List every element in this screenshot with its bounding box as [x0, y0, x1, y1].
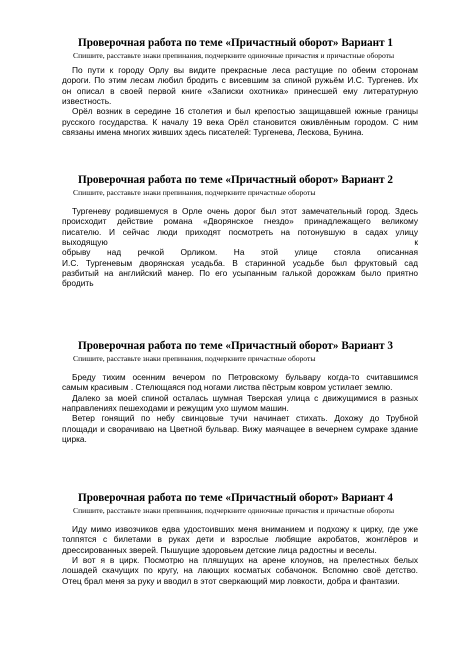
- variant-3-section: [62, 340, 418, 444]
- text-line: толпятся с билетами в руках дети и взрослые любящие акробатов, жонглёров и: [62, 534, 418, 545]
- text-line: Тургеневу родившемуся в Орле очень дорог был этот замечательный город. Здесь: [72, 206, 418, 216]
- variant-1-instructions: Спишите, расставьте знаки препинания, подчеркните одиночные причастия и причастные обороты: [73, 51, 395, 60]
- text-line: лошадей скачущих по кругу, на лающих косматых собачонок. Вспомню своё детство.: [62, 565, 418, 576]
- text-line: И.С. Тургеневым дворянская усадьба. В старинной усадьбе был фруктовый сад: [62, 257, 418, 268]
- variant-3-instructions: Спишите, расставьте знаки препинания, подчеркните причастные обороты: [73, 354, 316, 363]
- text-line: Ветер гонящий по небу свинцовые тучи начинает стихать. Дохожу до Трубной: [72, 413, 418, 424]
- variant-1-title: Проверочная работа по теме «Причастный оборот» Вариант 1: [78, 37, 393, 49]
- text-line: Иду мимо извозчиков едва удостоивших меня вниманием и подхожу к цирку, где уже: [72, 524, 418, 534]
- text-line: известность.: [62, 96, 112, 107]
- variant-3-title: Проверочная работа по теме «Причастный оборот» Вариант 3: [78, 340, 393, 352]
- text-line: писателю. И сейчас люди приходят посмотреть на потонувшую в садах улицу: [62, 226, 418, 237]
- variant-1-section: [62, 37, 418, 137]
- variant-4-instructions: Спишите, расставьте знаки препинания, подчеркните одиночные причастия и причастные обороты: [73, 506, 395, 515]
- text-fragment: к: [414, 237, 418, 248]
- variant-2-text: [62, 206, 418, 289]
- variant-4-text: [62, 524, 418, 586]
- text-line: обрыву над речкой Орликом. На этой улице стояла описанная: [62, 247, 418, 258]
- variant-1-text: [62, 65, 418, 137]
- text-line: цирка.: [62, 434, 87, 445]
- text-fragment: выходящую: [62, 237, 108, 248]
- text-line: площади и сворачиваю на Цветной бульвар. Вижу маячащее в вечернем сумраке здание: [62, 423, 418, 434]
- text-line: Далеко за моей спиной осталась шумная Тверская улица с движущимися в разных: [72, 392, 418, 403]
- variant-2-instructions: Спишите, расставьте знаки препинания, подчеркните причастные обороты: [73, 188, 316, 197]
- text-line: Орёл возник в середине 16 столетия и был крепостью защищавшей южные границы: [72, 106, 418, 117]
- variant-2-title: Проверочная работа по теме «Причастный оборот» Вариант 2: [78, 174, 393, 186]
- text-line: И вот я в цирк. Посмотрю на пляшущих на арене клоунов, на прелестных белых: [72, 555, 418, 566]
- text-line: [62, 237, 418, 247]
- text-line: дрессированных зверей. Пышущие здоровьем детские лица радостны и веселы.: [62, 544, 377, 555]
- text-line: дороги. По этим лесам любил бродить с висевшим за спиной ружьём И.С. Тургенев. Их: [62, 75, 418, 86]
- text-line: связаны имена многих живших здесь писателей: Тургенева, Лескова, Бунина.: [62, 127, 364, 138]
- text-line: русского государства. К началу 19 века Орёл становится оживлённым городом. С ним: [62, 116, 418, 127]
- variant-2-section: [62, 174, 418, 289]
- text-line: бродить: [62, 278, 94, 289]
- text-line: Бреду тихим осенним вечером по Петровскому бульвару когда-то считавшимся: [72, 372, 418, 382]
- text-line: самым красивым . Стелющаяся под ногами листва пёстрым ковром устилает землю.: [62, 382, 393, 393]
- text-line: происходит действие романа «Дворянское гнездо» принадлежащего великому: [62, 216, 418, 227]
- variant-4-section: [62, 492, 418, 586]
- text-line: направлениях пешеходами и режущим ухо шумом машин.: [62, 403, 289, 414]
- text-line: он описал в своей первой книге «Записки охотника» принесшей ему литературную: [62, 85, 418, 96]
- text-line: разбитый на английский манер. По его усыпанным галькой дорожкам было приятно: [62, 268, 418, 279]
- text-line: По пути к городу Орлу вы видите прекрасные леса растущие по обеим сторонам: [72, 65, 418, 75]
- text-line: Отец брал меня за руку и вводил в этот сверкающий мир ловкости, добра и фантазии.: [62, 575, 400, 586]
- variant-3-text: [62, 372, 418, 444]
- variant-4-title: Проверочная работа по теме «Причастный оборот» Вариант 4: [78, 492, 393, 504]
